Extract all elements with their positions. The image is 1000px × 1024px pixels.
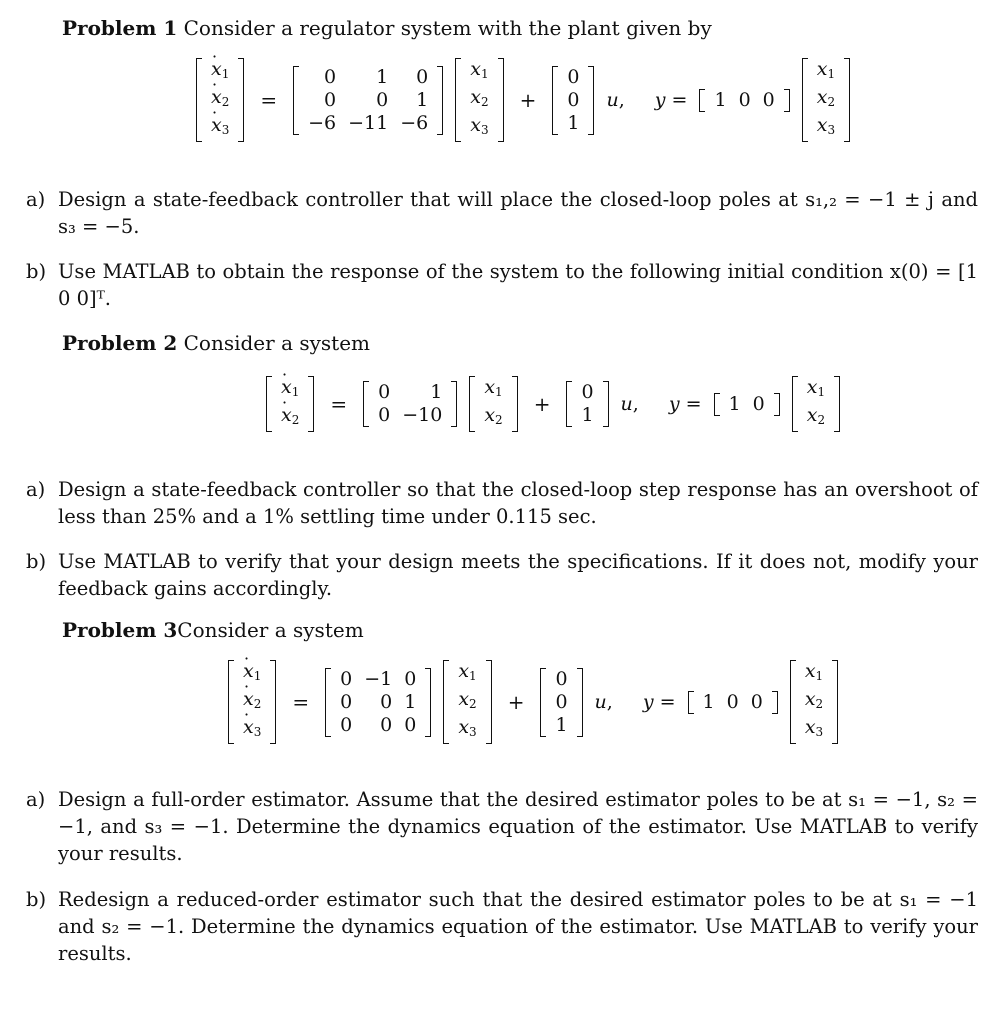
problem-2-matrix-b: 0 1 [566, 381, 608, 427]
problem-3-equation: · $x_1$ · $x_2$ · $x_3$ = 0 −1 0 0 0 1 0 0 0 $x_1$ $x_2$ $x_3$ + 0 0 1 u, y = 1 0 0 $x_1$ $x_2$ $x_3$ [228, 660, 838, 744]
problem-2-matrix-c: 1 0 [714, 393, 780, 416]
problem-3-title: Problem 3Consider a system [62, 618, 364, 642]
problem-3-matrix-b: 0 0 1 [540, 668, 582, 737]
problem-1-matrix-b: 0 0 1 [552, 66, 594, 135]
problem-2-part-a: a) Design a state-feedback controller so that the closed-loop step response has an overshoot of less than 25% and a 1% settling time under 0.115 sec. [26, 478, 978, 528]
problem-2-matrix-a: 0 1 0 −10 [363, 381, 457, 427]
problem-1-matrix-a: 0 1 0 0 0 1 −6 −11 −6 [293, 66, 443, 135]
problem-1-part-a: a) Design a state-feedback controller that will place the closed-loop poles at s₁,₂ = −1 ± j and s₃ = −5. [26, 188, 978, 238]
problem-3-matrix-c: 1 0 0 [688, 691, 778, 714]
problem-2-title: Problem 2 Consider a system [62, 331, 371, 355]
problem-2-part-b: b) Use MATLAB to verify that your design meets the specifications. If it does not, modify your feedback gains accordingly. [26, 550, 978, 600]
problem-1-part-b: b) Use MATLAB to obtain the response of the system to the following initial condition x(0) = [1 0 0]ᵀ. [26, 260, 978, 310]
problem-2-equation: · $x_1$ · $x_2$ = 0 1 0 −10 $x_1$ $x_2$ + 0 1 u, y = 1 0 $x_1$ $x_2$ [266, 376, 840, 432]
problem-3-part-b: b) Redesign a reduced-order estimator such that the desired estimator poles to be at s₁ = −1 and s₂ = −1. Determine the dynamics equation of the estimator. Use MATLAB to verify your results. [26, 888, 978, 965]
problem-1-title: Problem 1 Consider a regulator system with the plant given by [62, 16, 712, 40]
problem-3-matrix-a: 0 −1 0 0 0 1 0 0 0 [325, 668, 431, 737]
problem-3-part-a: a) Design a full-order estimator. Assume that the desired estimator poles to be at s₁ = −1, s₂ = −1, and s₃ = −1. Determine the dynamics equation of the estimator. Use MATLAB to verify your results. [26, 788, 978, 865]
problem-1-equation: · $x_1$ · $x_2$ · $x_3$ = 0 1 0 0 0 1 −6 −11 −6 $x_1$ $x_2$ $x_3$ + 0 0 1 u, y = 1 0 0 $x_1$ $x_2$ $x_3$ [196, 58, 850, 142]
problem-1-matrix-c: 1 0 0 [699, 89, 789, 112]
